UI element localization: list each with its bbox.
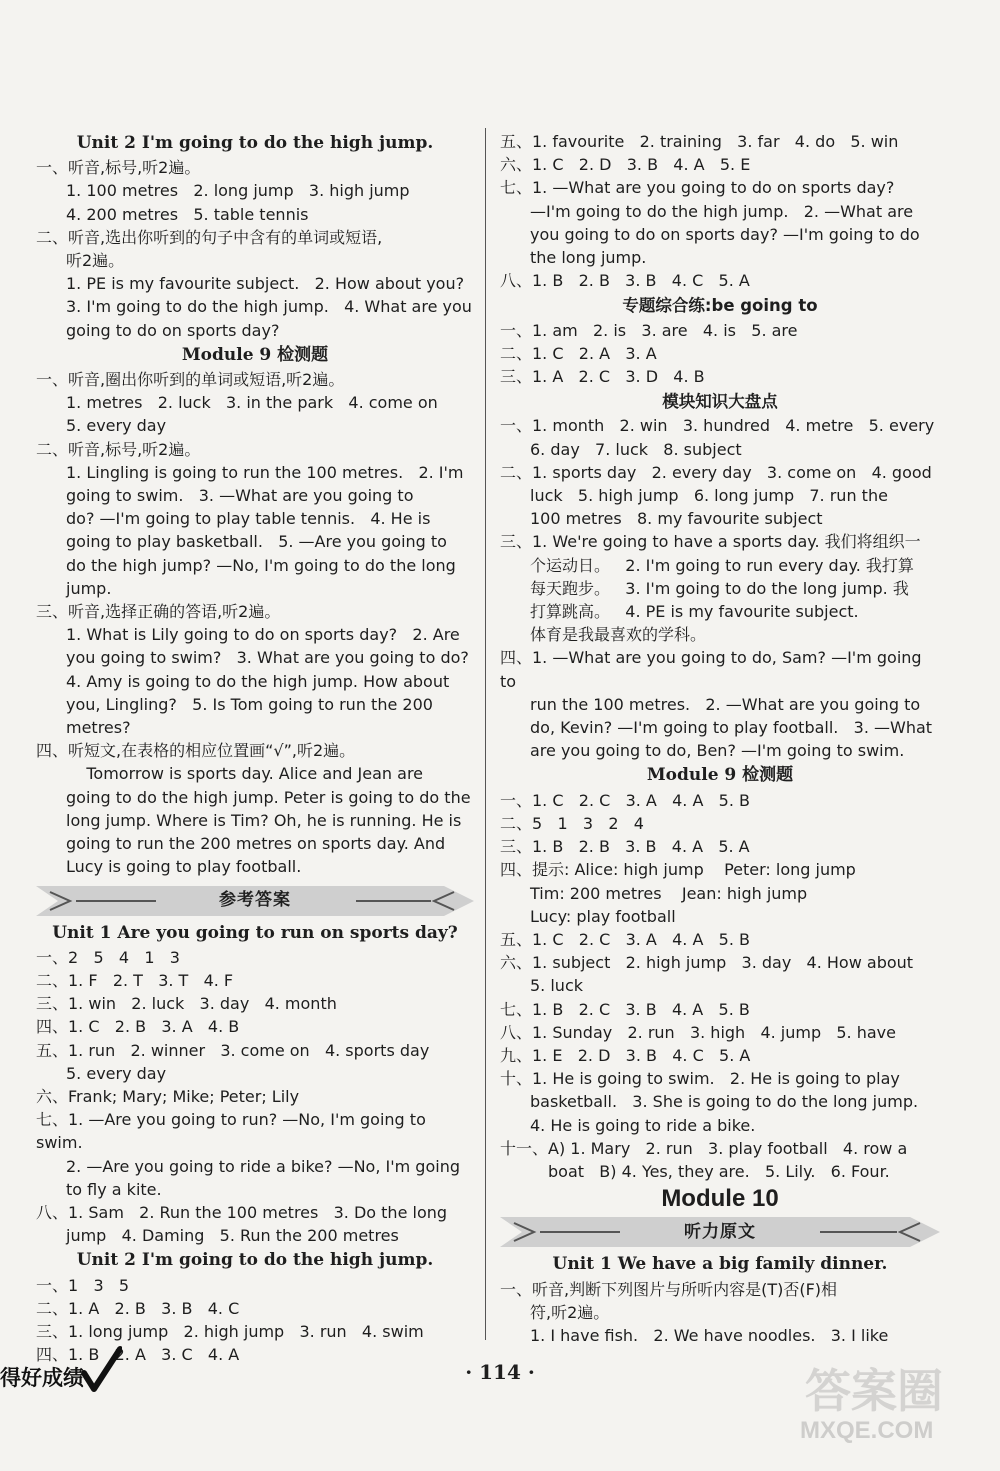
- text-line: 八、1. B 2. B 3. B 4. C 5. A: [500, 271, 750, 291]
- text-line: 三、1. win 2. luck 3. day 4. month: [36, 994, 337, 1014]
- text-line: to fly a kite.: [66, 1179, 162, 1199]
- text-line: do the high jump? —No, I'm going to do the long: [66, 555, 456, 575]
- text-line: Tomorrow is sports day. Alice and Jean are: [66, 764, 424, 784]
- module-review-answers: [500, 414, 940, 762]
- brand-logo-text: 得好成绩: [0, 1366, 84, 1390]
- text-line: 三、听音,选择正确的答语,听2遍。: [36, 602, 281, 622]
- special-practice-heading: 专题综合练:be going to: [622, 296, 818, 316]
- text-line: you going to do on sports day? —I'm going to do: [530, 224, 920, 244]
- text-line: 1. PE is my favourite subject. 2. How about you?: [66, 274, 465, 294]
- text-line: 一、听音,圈出你听到的单词或短语,听2遍。: [36, 370, 345, 390]
- text-line: 九、1. E 2. D 3. B 4. C 5. A: [500, 1045, 751, 1065]
- watermark-logo: 答案圈: [805, 1364, 943, 1418]
- text-line: 5. every day: [66, 416, 167, 436]
- text-line: 十、1. He is going to swim. 2. He is going to play: [500, 1069, 900, 1089]
- text-line: 七、1. —Are you going to run? —No, I'm going to swim.: [36, 1110, 431, 1153]
- text-line: jump 4. Daming 5. Run the 200 metres: [66, 1226, 399, 1246]
- text-line: 四、1. B 2. A 3. C 4. A: [36, 1345, 240, 1365]
- text-line: 十一、A) 1. Mary 2. run 3. play football 4. row a: [500, 1138, 908, 1158]
- text-line: 五、1. C 2. C 3. A 4. A 5. B: [500, 929, 751, 949]
- text-line: 1. metres 2. luck 3. in the park 4. come on: [66, 393, 438, 413]
- text-line: 七、1. —What are you going to do on sports day?: [500, 178, 895, 198]
- text-line: run the 100 metres. 2. —What are you going to: [530, 694, 921, 714]
- text-line: 5. every day: [66, 1063, 167, 1083]
- right-column: [500, 130, 940, 1347]
- listening-script-banner: [500, 1215, 940, 1249]
- text-line: 一、1. C 2. C 3. A 4. A 5. B: [500, 790, 751, 810]
- text-line: Lucy is going to play football.: [66, 857, 302, 877]
- text-line: 六、Frank; Mary; Mike; Peter; Lily: [36, 1086, 300, 1106]
- module10-unit1-lines: [500, 1278, 940, 1348]
- text-line: 二、1. C 2. A 3. A: [500, 343, 657, 363]
- left-column: [36, 130, 474, 1366]
- text-line: going to do on sports day?: [66, 320, 280, 340]
- text-line: 四、听短文,在表格的相应位置画“√”,听2遍。: [36, 741, 356, 761]
- unit2-heading: Unit 2 I'm going to do the high jump.: [76, 133, 434, 153]
- unit2-answers-heading: Unit 2 I'm going to do the high jump.: [76, 1250, 434, 1271]
- watermark: [800, 1355, 990, 1465]
- text-line: 二、1. sports day 2. every day 3. come on 4. good: [500, 462, 932, 482]
- module9-test-answers: [500, 789, 940, 1183]
- text-line: 四、1. C 2. B 3. A 4. B: [36, 1017, 240, 1037]
- text-line: 七、1. B 2. C 3. B 4. A 5. B: [500, 999, 750, 1019]
- text-line: Lucy: play football: [530, 906, 676, 926]
- text-line: going to run the 200 metres on sports day. And: [66, 834, 446, 854]
- text-line: boat B) 4. Yes, they are. 5. Lily. 6. Four.: [548, 1161, 890, 1181]
- module9-heading: Module 9 检测题: [181, 344, 329, 365]
- answer-key-banner: [36, 884, 474, 918]
- text-line: 每天跑步。 3. I'm going to do the long jump. 我: [530, 578, 909, 598]
- text-line: 三、1. We're going to have a sports day. 我们将组织一: [500, 532, 921, 552]
- text-line: 听2遍。: [66, 251, 125, 271]
- text-line: metres?: [66, 718, 131, 738]
- text-line: 1. 100 metres 2. long jump 3. high jump: [66, 181, 410, 201]
- watermark-url: MXQE.COM: [800, 1417, 934, 1444]
- text-line: long jump. Where is Tim? Oh, he is running. He is: [66, 810, 462, 830]
- text-line: 五、1. run 2. winner 3. come on 4. sports day: [36, 1040, 430, 1060]
- module10-title: Module 10: [661, 1185, 779, 1213]
- text-line: 符,听2遍。: [530, 1302, 610, 1322]
- module9-lines: [36, 368, 474, 878]
- text-line: the long jump.: [530, 248, 647, 268]
- text-line: going to do the high jump. Peter is going to do the: [66, 787, 471, 807]
- text-line: you, Lingling? 5. Is Tom going to run the 200: [66, 694, 433, 714]
- banner-title: 听力原文: [684, 1221, 756, 1242]
- text-line: 4. Amy is going to do the high jump. How about: [66, 671, 450, 691]
- text-line: 3. I'm going to do the high jump. 4. What are you: [66, 297, 472, 317]
- text-line: 1. I have fish. 2. We have noodles. 3. I like: [530, 1325, 889, 1345]
- text-line: 三、1. A 2. C 3. D 4. B: [500, 367, 705, 387]
- text-line: 100 metres 8. my favourite subject: [530, 509, 823, 529]
- text-line: 一、1. month 2. win 3. hundred 4. metre 5. every: [500, 416, 935, 436]
- text-line: going to swim. 3. —What are you going to: [66, 486, 414, 506]
- text-line: 三、1. long jump 2. high jump 3. run 4. swim: [36, 1321, 424, 1341]
- text-line: 体育是我最喜欢的学科。: [530, 625, 707, 645]
- text-line: 一、1. am 2. is 3. are 4. is 5. are: [500, 320, 798, 340]
- text-line: 八、1. Sam 2. Run the 100 metres 3. Do the long: [36, 1202, 448, 1222]
- text-line: 六、1. C 2. D 3. B 4. A 5. E: [500, 155, 751, 175]
- text-line: —I'm going to do the high jump. 2. —What are: [530, 201, 914, 221]
- text-line: 二、听音,选出你听到的句子中含有的单词或短语,: [36, 227, 383, 247]
- unit2-answers-continued: [500, 130, 940, 292]
- module-review-heading: 模块知识大盘点: [662, 392, 778, 412]
- special-practice-answers: [500, 319, 940, 389]
- text-line: do, Kevin? —I'm going to play football. 3. —What: [530, 718, 933, 738]
- text-line: 六、1. subject 2. high jump 3. day 4. How about: [500, 953, 914, 973]
- text-line: are you going to do, Ben? —I'm going to swim.: [530, 741, 905, 761]
- text-line: 1. Lingling is going to run the 100 metres. 2. I'm: [66, 462, 464, 482]
- unit1-answers: [36, 946, 474, 1248]
- text-line: 打算跳高。 4. PE is my favourite subject.: [530, 602, 859, 622]
- text-line: 二、1. F 2. T 3. T 4. F: [36, 970, 234, 990]
- column-divider: [485, 128, 486, 1340]
- module9-test-heading: Module 9 检测题: [646, 765, 794, 786]
- text-line: going to play basketball. 5. —Are you going to: [66, 532, 447, 552]
- text-line: basketball. 3. She is going to do the long jump.: [530, 1092, 919, 1112]
- text-line: 二、1. A 2. B 3. B 4. C: [36, 1298, 240, 1318]
- text-line: 一、2 5 4 1 3: [36, 947, 180, 967]
- unit1-heading: Unit 1 Are you going to run on sports day?: [52, 922, 458, 943]
- unit2-lines: [36, 156, 474, 342]
- text-line: 三、1. B 2. B 3. B 4. A 5. A: [500, 837, 750, 857]
- text-line: 2. —Are you going to ride a bike? —No, I'm going: [66, 1156, 460, 1176]
- text-line: 五、1. favourite 2. training 3. far 4. do 5. win: [500, 132, 899, 151]
- text-line: 四、提示: Alice: high jump Peter: long jump: [500, 860, 856, 880]
- text-line: 1. What is Lily going to do on sports day? 2. Are: [66, 625, 460, 645]
- text-line: 一、听音,标号,听2遍。: [36, 158, 201, 178]
- page-number: · 114 ·: [465, 1360, 535, 1384]
- text-line: 5. luck: [530, 976, 583, 996]
- banner-title: 参考答案: [219, 889, 291, 910]
- text-line: 四、1. —What are you going to do, Sam? —I'm going to: [500, 648, 927, 691]
- text-line: 4. He is going to ride a bike.: [530, 1115, 756, 1135]
- text-line: you going to swim? 3. What are you going to do?: [66, 648, 469, 668]
- text-line: 二、听音,标号,听2遍。: [36, 439, 201, 459]
- module10-unit1-heading: Unit 1 We have a big family dinner.: [552, 1254, 888, 1275]
- text-line: 二、5 1 3 2 4: [500, 813, 644, 833]
- text-line: 个运动日。 2. I'm going to run every day. 我打算: [530, 555, 914, 575]
- text-line: 八、1. Sunday 2. run 3. high 4. jump 5. have: [500, 1022, 896, 1042]
- text-line: do? —I'm going to play table tennis. 4. He is: [66, 509, 431, 529]
- text-line: 一、1 3 5: [36, 1275, 130, 1295]
- text-line: 6. day 7. luck 8. subject: [530, 439, 742, 459]
- text-line: luck 5. high jump 6. long jump 7. run the: [530, 486, 888, 506]
- text-line: jump.: [66, 578, 112, 598]
- text-line: Tim: 200 metres Jean: high jump: [530, 883, 808, 903]
- text-line: 一、听音,判断下列图片与所听内容是(T)否(F)相: [500, 1279, 838, 1299]
- text-line: 4. 200 metres 5. table tennis: [66, 204, 309, 224]
